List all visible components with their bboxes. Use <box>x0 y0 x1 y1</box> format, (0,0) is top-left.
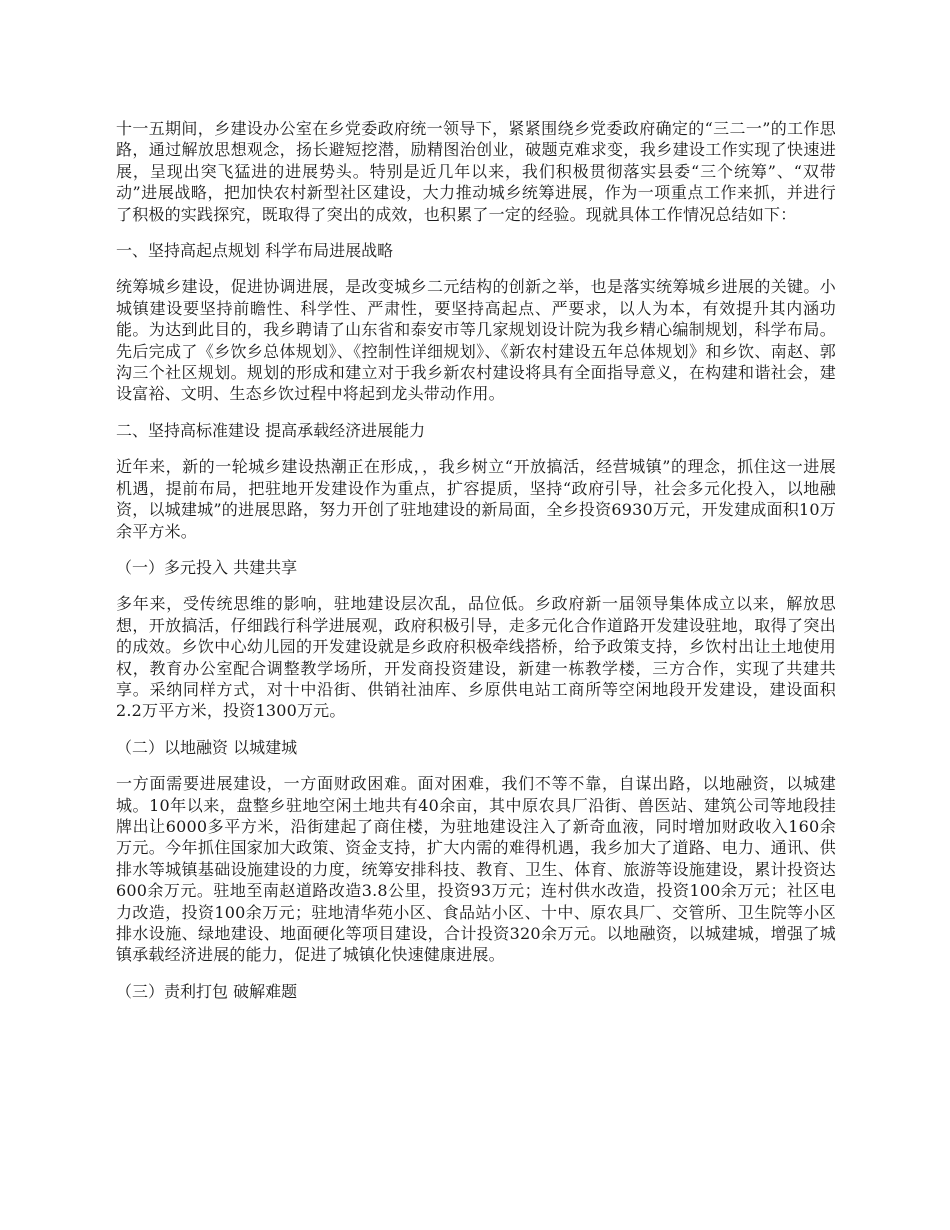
subsection-heading-3: （三）责利打包 破解难题 <box>116 981 298 1001</box>
section-2-paragraph: 近年来，新的一轮城乡建设热潮正在形成，，我乡树立“开放搞活，经营城镇”的理念，抓住这一进展机遇，提前布局，把驻地开发建设作为重点，扩容提质，坚持“政府引导，社会多元化投入，以地融资，以城建城”的进展思路，努力开创了驻地建设的新局面，全乡投资6930万元，开发建成面积10万余平方米。 <box>116 457 836 541</box>
section-1-paragraph: 统筹城乡建设，促进协调进展，是改变城乡二元结构的创新之举，也是落实统筹城乡进展的关键。小城镇建设要坚持前瞻性、科学性、严肃性，要坚持高起点、严要求，以人为本，有效提升其内涵功能。为达到此目的，我乡聘请了山东省和泰安市等几家规划设计院为我乡精心编制规划，科学布局。先后完成了《乡饮乡总体规划》、《控制性详细规划》、《新农村建设五年总体规划》和乡饮、南赵、郭沟三个社区规划。规划的形成和建立对于我乡新农村建设将具有全面指导意义，在构建和谐社会，建设富裕、文明、生态乡饮过程中将起到龙头带动作用。 <box>116 277 836 404</box>
subsection-1-paragraph: 多年来，受传统思维的影响，驻地建设层次乱，品位低。乡政府新一届领导集体成立以来，解放思想，开放搞活，仔细践行科学进展观，政府积极引导，走多元化合作道路开发建设驻地，取得了突出的成效。乡饮中心幼儿园的开发建设就是乡政府积极牵线搭桥，给予政策支持，乡饮村出让土地使用权，教育办公室配合调整教学场所，开发商投资建设，新建一栋教学楼，三方合作，实现了共建共享。采纳同样方式，对十中沿街、供销社油库、乡原供电站工商所等空闲地段开发建设，建设面积2.2万平方米，投资1300万元。 <box>116 594 836 721</box>
subsection-2-paragraph: 一方面需要进展建设，一方面财政困难。面对困难，我们不等不靠，自谋出路，以地融资，以城建城。10年以来，盘整乡驻地空闲土地共有40余亩，其中原农具厂沿街、兽医站、建筑公司等地段挂牌出让6000多平方米，沿街建起了商住楼，为驻地建设注入了新奇血液，同时增加财政收入160余万元。今年抓住国家加大政策、资金支持，扩大内需的难得机遇，我乡加大了道路、电力、通讯、供排水等城镇基础设施建设的力度，统筹安排科技、教育、卫生、体育、旅游等设施建设，累计投资达600余万元。驻地至南赵道路改造3.8公里，投资93万元；连村供水改造，投资100余万元；社区电力改造，投资100余万元；驻地清华苑小区、食品站小区、十中、原农具厂、交管所、卫生院等小区排水设施、绿地建设、地面硬化等项目建设，合计投资320余万元。以地融资，以城建城，增强了城镇承载经济进展的能力，促进了城镇化快速健康进展。 <box>116 774 836 965</box>
subsection-heading-2: （二）以地融资 以城建城 <box>116 737 298 757</box>
subsection-heading-1: （一）多元投入 共建共享 <box>116 557 298 577</box>
section-heading-1: 一、坚持高起点规划 科学布局进展战略 <box>116 241 394 261</box>
intro-paragraph: 十一五期间，乡建设办公室在乡党委政府统一领导下，紧紧围绕乡党委政府确定的“三二一”的工作思路，通过解放思想观念，扬长避短挖潜，励精图治创业，破题克难求变，我乡建设工作实现了快速进展，呈现出突飞猛进的进展势头。特别是近几年以来，我们积极贯彻落实县委“三个统筹”、“双带动”进展战略，把加快农村新型社区建设，大力推动城乡统筹进展，作为一项重点工作来抓，并进行了积极的实践探究，既取得了突出的成效，也积累了一定的经验。现就具体工作情况总结如下： <box>116 119 836 224</box>
document-page <box>116 118 836 1017</box>
section-heading-2: 二、坚持高标准建设 提高承载经济进展能力 <box>116 420 426 440</box>
